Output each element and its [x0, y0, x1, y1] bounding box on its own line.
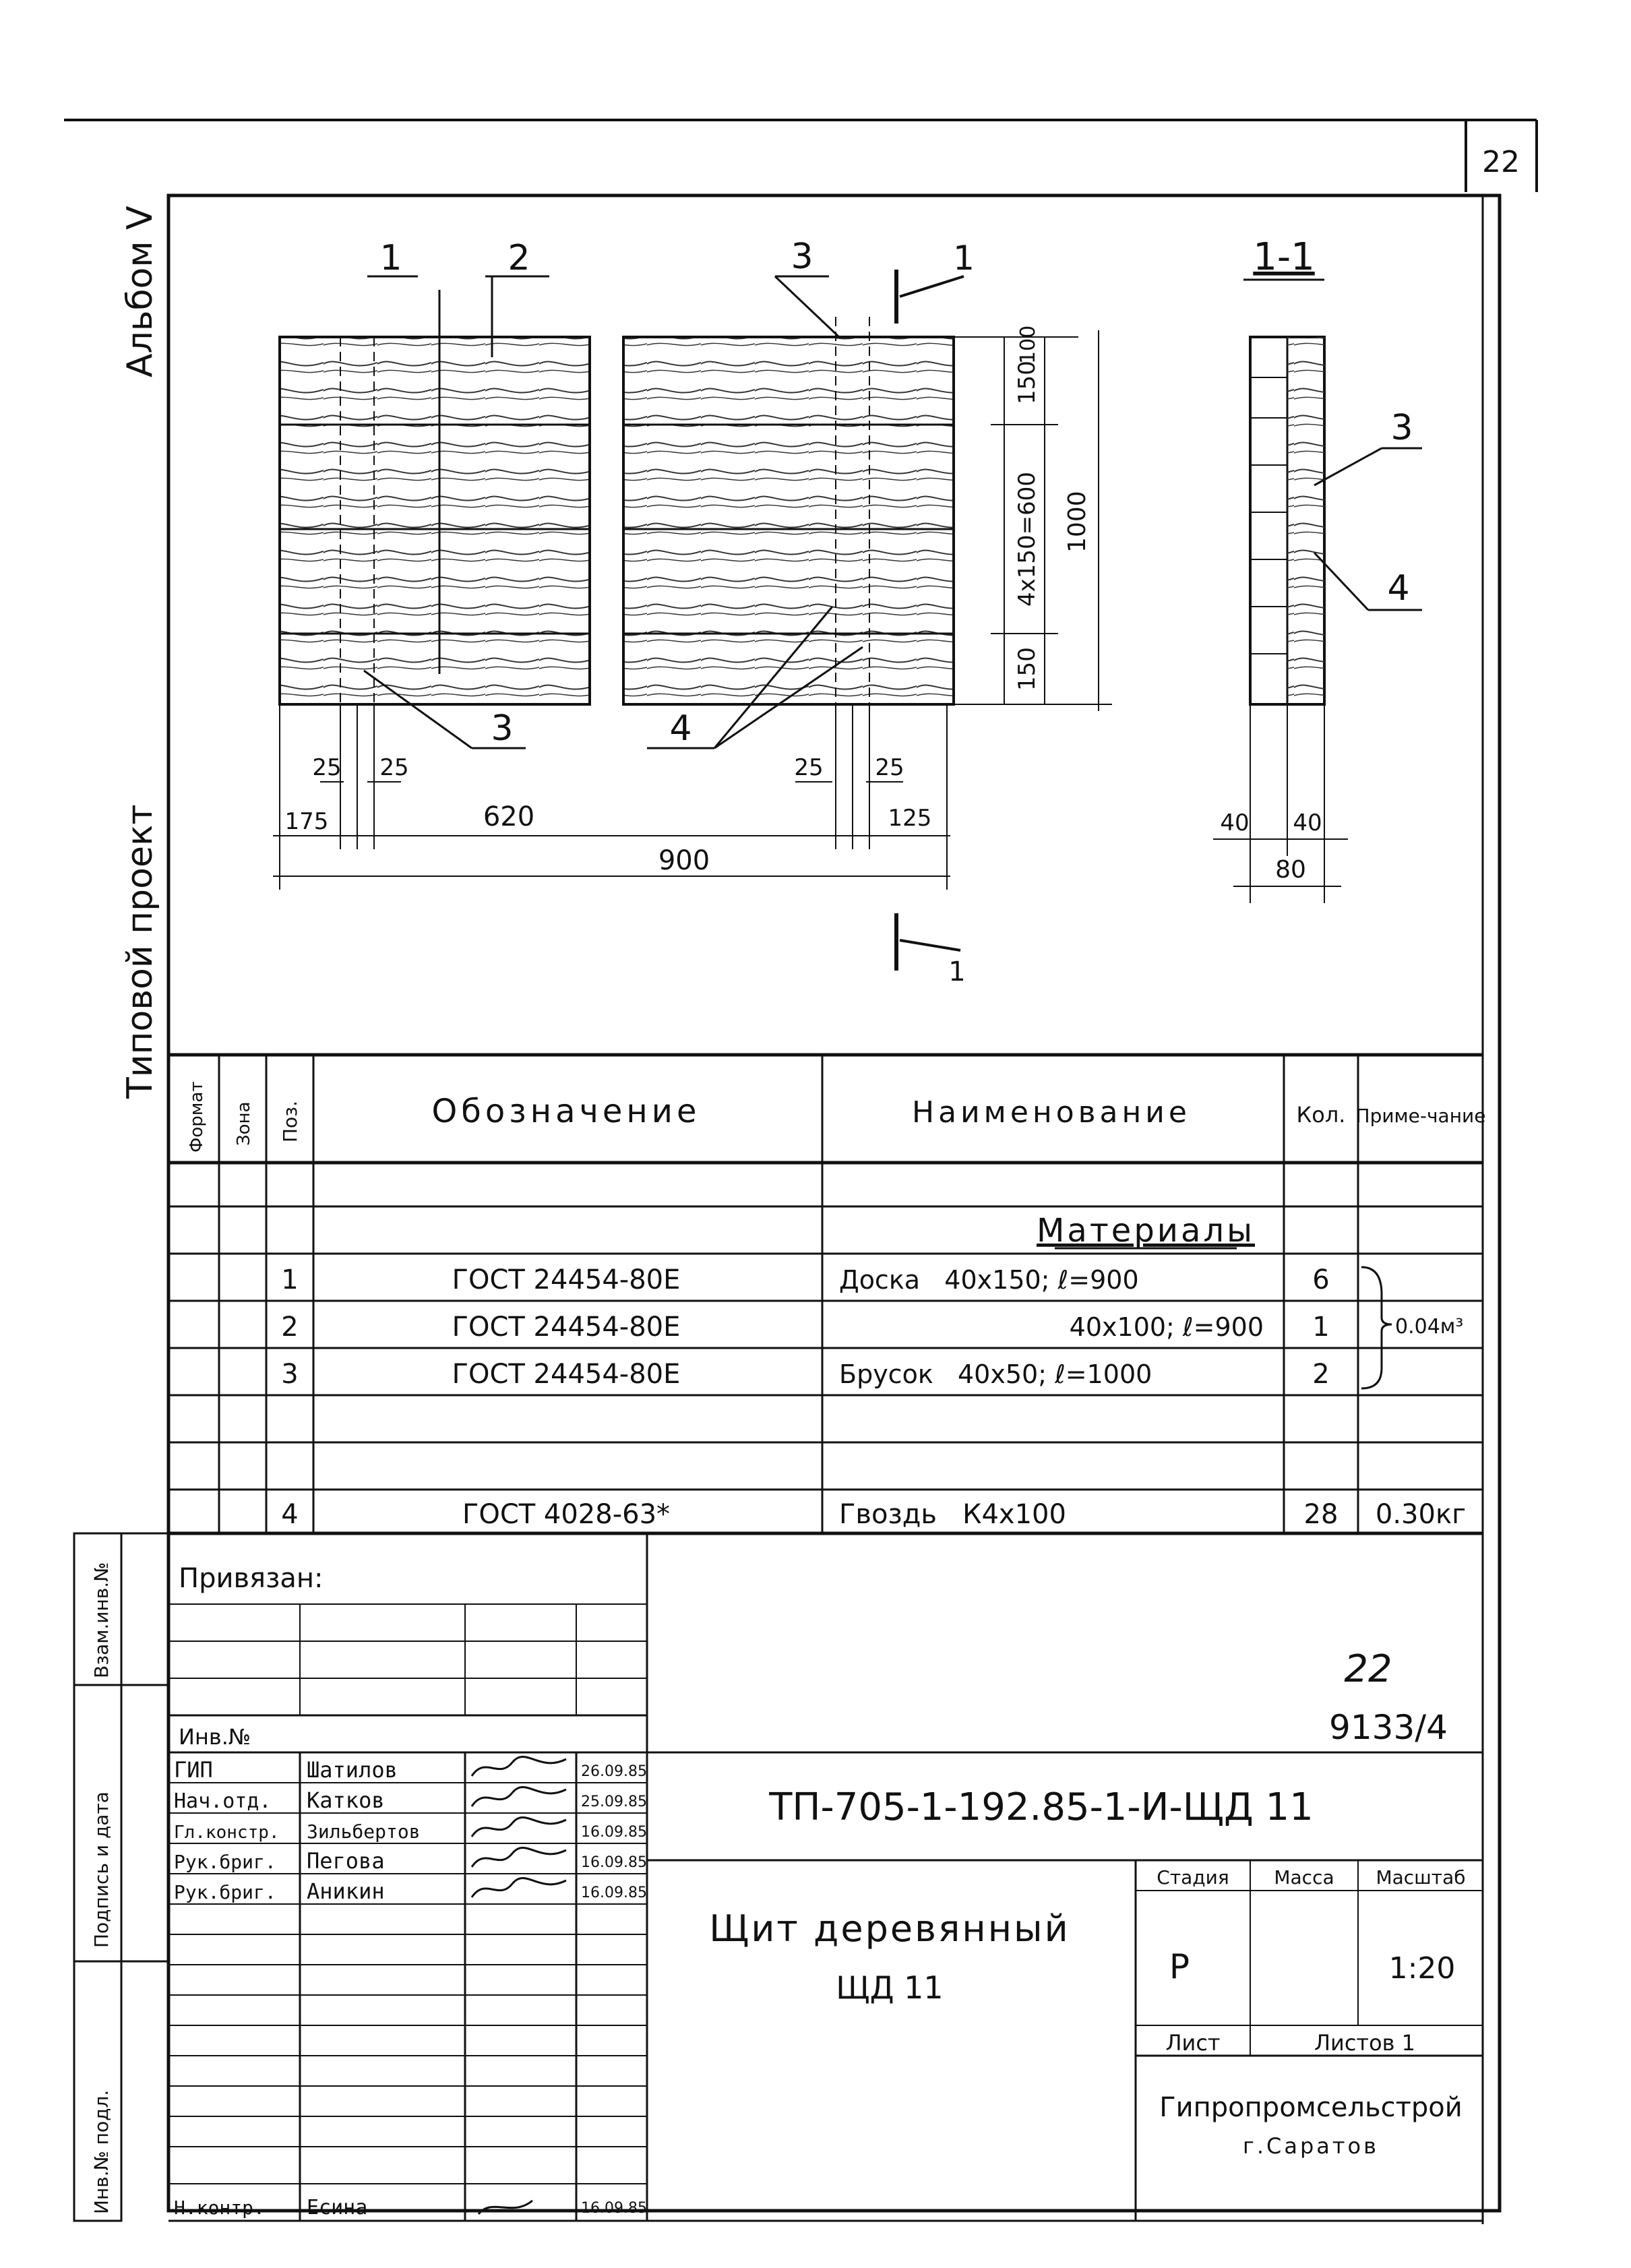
svg-text:Есина: Есина — [307, 2196, 368, 2219]
dim-100: 100 — [1016, 325, 1040, 364]
header-zone: Зона — [234, 1101, 254, 1146]
header-format: Формат — [187, 1081, 207, 1153]
side-col-replace: Взам.инв.№ — [90, 1562, 113, 1678]
svg-text:16.09.85: 16.09.85 — [581, 2200, 647, 2217]
svg-text:4: 4 — [281, 1499, 299, 1530]
header-pos: Поз. — [279, 1101, 301, 1142]
title-line2: ЩД 11 — [836, 1969, 944, 2006]
dim-25-c: 25 — [794, 754, 824, 781]
organization: Гипропромсельстрой — [1159, 2092, 1463, 2123]
svg-text:Брусок 40х50; ℓ=1000: Брусок 40х50; ℓ=1000 — [839, 1359, 1152, 1389]
archive-sheet: 22 — [1344, 1647, 1392, 1691]
group-note: 0.04м³ — [1395, 1315, 1464, 1339]
sheets-label: Листов 1 — [1314, 2030, 1416, 2056]
svg-text:Шатилов: Шатилов — [307, 1757, 398, 1783]
header-note: Приме-чание — [1355, 1105, 1486, 1127]
svg-text:Катков: Катков — [307, 1787, 385, 1813]
title-line1: Щит деревянный — [709, 1907, 1070, 1950]
dim-175: 175 — [284, 808, 329, 835]
section-mark-top: 1 — [953, 239, 975, 278]
side-col-inv: Инв.№ подл. — [90, 2089, 113, 2214]
dim-40-b: 40 — [1293, 809, 1322, 836]
svg-text:25.09.85: 25.09.85 — [581, 1794, 647, 1810]
svg-text:2: 2 — [1312, 1359, 1330, 1390]
svg-text:26.09.85: 26.09.85 — [581, 1763, 647, 1780]
header-designation: Обозначение — [431, 1093, 701, 1130]
dim-80: 80 — [1275, 856, 1306, 884]
svg-text:Н.контр.: Н.контр. — [174, 2197, 265, 2219]
sheet-label: Лист — [1165, 2030, 1221, 2056]
svg-text:ГОСТ 24454-80Е: ГОСТ 24454-80Е — [452, 1312, 681, 1343]
leader-2: 2 — [507, 238, 530, 278]
svg-text:Нач.отд.: Нач.отд. — [174, 1789, 272, 1813]
side-label-project: Типовой проект — [120, 804, 160, 1099]
section-view — [1250, 337, 1324, 704]
svg-text:ГИП: ГИП — [174, 1757, 213, 1783]
side-label-album: Альбом V — [120, 206, 160, 377]
svg-text:ГОСТ 24454-80Е: ГОСТ 24454-80Е — [452, 1359, 681, 1390]
dim-150-top: 150 — [1014, 361, 1041, 404]
section-mark-bottom: 1 — [948, 956, 966, 987]
svg-text:3: 3 — [281, 1359, 299, 1390]
header-name: Наименование — [912, 1095, 1191, 1130]
header-qty: Кол. — [1296, 1102, 1346, 1128]
dim-125: 125 — [888, 805, 932, 832]
leader-4-bottom: 4 — [669, 708, 692, 749]
svg-text:Рук.бриг.: Рук.бриг. — [174, 1851, 276, 1873]
header-scale: Масштаб — [1376, 1866, 1466, 1889]
leader-3-section: 3 — [1390, 408, 1413, 448]
svg-text:Пегова: Пегова — [307, 1848, 385, 1874]
dim-620: 620 — [483, 801, 535, 832]
stage-value: Р — [1169, 1947, 1190, 1986]
leader-3-top: 3 — [791, 237, 813, 277]
table-row — [281, 1312, 1329, 1343]
city: г.Саратов — [1243, 2133, 1379, 2159]
section-title: 1-1 — [1253, 235, 1315, 279]
leader-3-bottom: 3 — [491, 708, 514, 749]
bound-label: Привязан: — [179, 1563, 324, 1594]
dim-25-d: 25 — [875, 754, 904, 781]
dim-1000: 1000 — [1064, 491, 1091, 553]
svg-text:ГОСТ 4028-63*: ГОСТ 4028-63* — [462, 1499, 671, 1530]
svg-text:40х100; ℓ=900: 40х100; ℓ=900 — [1069, 1312, 1264, 1342]
panel-left — [280, 290, 590, 704]
header-stage: Стадия — [1157, 1866, 1229, 1889]
svg-text:Зильбертов: Зильбертов — [307, 1820, 421, 1843]
svg-text:ГОСТ 24454-80Е: ГОСТ 24454-80Е — [452, 1264, 681, 1295]
svg-text:28: 28 — [1303, 1499, 1338, 1530]
svg-text:Гл.констр.: Гл.констр. — [174, 1822, 280, 1843]
svg-text:1: 1 — [1312, 1312, 1330, 1343]
dim-900: 900 — [658, 845, 710, 876]
table-row — [281, 1264, 1329, 1295]
archive-number: 9133/4 — [1329, 1708, 1448, 1747]
svg-text:2: 2 — [281, 1312, 299, 1343]
svg-text:Рук.бриг.: Рук.бриг. — [174, 1881, 276, 1903]
table-row — [281, 1499, 1466, 1530]
svg-text:16.09.85: 16.09.85 — [581, 1824, 647, 1841]
section-materials: Материалы — [1037, 1212, 1255, 1250]
dim-4x150: 4x150=600 — [1014, 471, 1041, 607]
dim-40-a: 40 — [1220, 809, 1250, 836]
leader-4-section: 4 — [1387, 568, 1410, 609]
svg-text:1: 1 — [281, 1264, 299, 1295]
svg-text:Аникин: Аникин — [307, 1878, 385, 1904]
leader-1: 1 — [379, 238, 402, 278]
inv-label: Инв.№ — [179, 1724, 251, 1750]
svg-text:16.09.85: 16.09.85 — [581, 1854, 647, 1871]
sheet-number: 22 — [1482, 145, 1520, 179]
svg-text:16.09.85: 16.09.85 — [581, 1884, 647, 1901]
table-row — [281, 1359, 1329, 1390]
svg-text:6: 6 — [1312, 1264, 1330, 1295]
panel-right — [623, 317, 954, 704]
svg-text:Гвоздь К4х100: Гвоздь К4х100 — [839, 1499, 1066, 1530]
dim-25-a: 25 — [312, 754, 342, 781]
dim-150-bottom: 150 — [1014, 647, 1041, 691]
svg-text:Доска 40х150; ℓ=900: Доска 40х150; ℓ=900 — [839, 1265, 1139, 1295]
scale-value: 1:20 — [1388, 1951, 1456, 1986]
document-code: ТП-705-1-192.85-1-И-ЩД 11 — [769, 1785, 1314, 1829]
dim-25-b: 25 — [379, 754, 409, 781]
svg-text:0.30кг: 0.30кг — [1375, 1499, 1467, 1530]
side-col-signature: Подпись и дата — [90, 1791, 113, 1948]
header-mass: Масса — [1274, 1866, 1334, 1889]
group-brace — [1361, 1267, 1392, 1388]
